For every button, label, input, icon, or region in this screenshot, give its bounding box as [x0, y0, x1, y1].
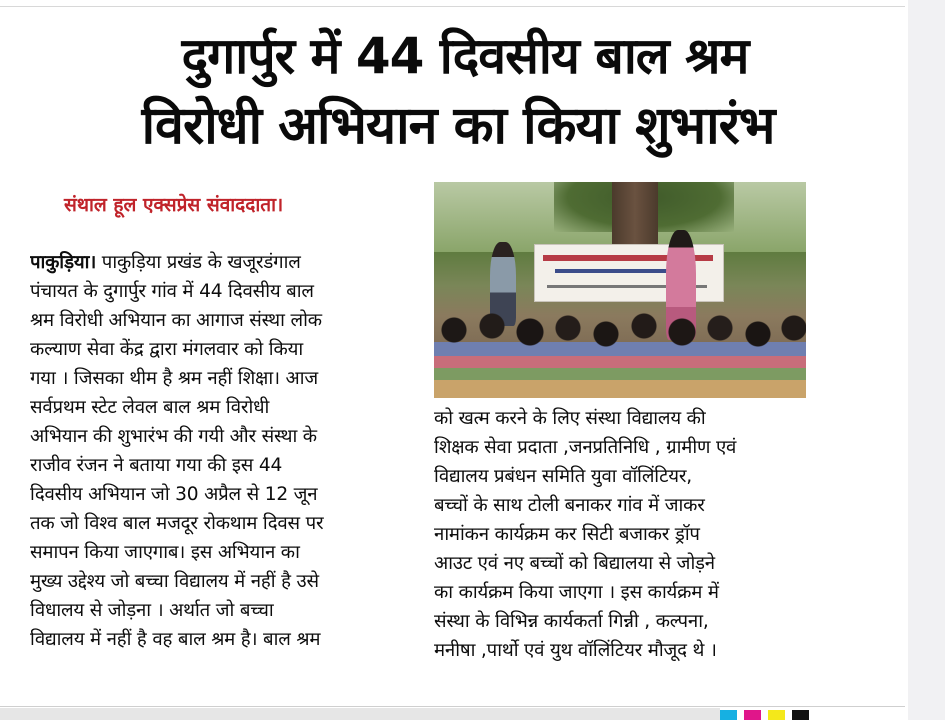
top-rule	[0, 6, 905, 7]
body-line: अभियान की शुभारंभ की गयी और संस्था के	[30, 426, 317, 447]
body-line: को खत्म करने के लिए संस्था विद्यालय की	[434, 408, 706, 429]
headline	[30, 24, 900, 164]
body-line: विद्यालय प्रबंधन समिति युवा वॉलिंटियर,	[434, 466, 692, 487]
body-line: पंचायत के दुगार्पुर गांव में 44 दिवसीय बाल	[30, 281, 314, 302]
body-line: आउट एवं नए बच्चों को बिद्यालया से जोड़ने	[434, 553, 715, 574]
magenta-swatch	[744, 710, 761, 720]
body-line: बच्चों के साथ टोली बनाकर गांव में जाकर	[434, 495, 705, 516]
bottom-rule	[0, 706, 905, 707]
body-line: मनीषा ,पार्थो एवं युथ वॉलिंटियर मौजूद थे ।	[434, 640, 717, 661]
byline: संथाल हूल एक्सप्रेस संवाददाता।	[64, 194, 284, 216]
body-line: विद्यालय में नहीं है वह बाल श्रम है। बाल श्रम	[30, 629, 321, 650]
article-body-left-column	[30, 248, 406, 654]
black-swatch	[792, 710, 809, 720]
body-line: तक जो विश्व बाल मजदूर रोकथाम दिवस पर	[30, 513, 324, 534]
yellow-swatch	[768, 710, 785, 720]
body-line: राजीव रंजन ने बताया गया की इस 44	[30, 455, 283, 476]
cyan-swatch	[720, 710, 737, 720]
body-line: मुख्य उद्देश्य जो बच्चा विद्यालय में नहीं है उसे	[30, 571, 319, 592]
event-photo	[434, 182, 806, 398]
body-line: कल्याण सेवा केंद्र द्वारा मंगलवार को किया	[30, 339, 304, 360]
article-body-right-column	[434, 404, 808, 665]
body-line: सर्वप्रथम स्टेट लेवल बाल श्रम विरोधी	[30, 397, 270, 418]
headline-line-2: विरोधी अभियान का किया शुभारंभ	[141, 96, 775, 156]
body-line: विधालय से जोड़ना । अर्थात जो बच्चा	[30, 600, 274, 621]
body-line: शिक्षक सेवा प्रदाता ,जनप्रतिनिधि , ग्रामीण एवं	[434, 437, 737, 458]
body-line: श्रम विरोधी अभियान का आगाज संस्था लोक	[30, 310, 322, 331]
body-line: समापन किया जाएगाब। इस अभियान का	[30, 542, 300, 563]
body-line-text: पाकुड़िया प्रखंड के खजूरडंगाल	[96, 252, 301, 273]
body-line: नामांकन कार्यक्रम कर सिटी बजाकर ड्रॉप	[434, 524, 700, 545]
scan-margin	[908, 0, 945, 720]
dateline: पाकुड़िया।	[30, 252, 97, 273]
body-line: दिवसीय अभियान जो 30 अप्रैल से 12 जून	[30, 484, 318, 505]
body-line	[30, 248, 406, 277]
headline-line-1: दुगार्पुर में 44 दिवसीय बाल श्रम	[181, 27, 749, 85]
scan-bottom-strip	[0, 708, 720, 720]
body-line: गया । जिसका थीम है श्रम नहीं शिक्षा। आज	[30, 368, 318, 389]
body-line: का कार्यक्रम किया जाएगा । इस कार्यक्रम में	[434, 582, 719, 603]
body-line: संस्था के विभिन्न कार्यकर्ता गिन्नी , कल्पना,	[434, 611, 709, 632]
photo-crowd	[434, 308, 806, 398]
